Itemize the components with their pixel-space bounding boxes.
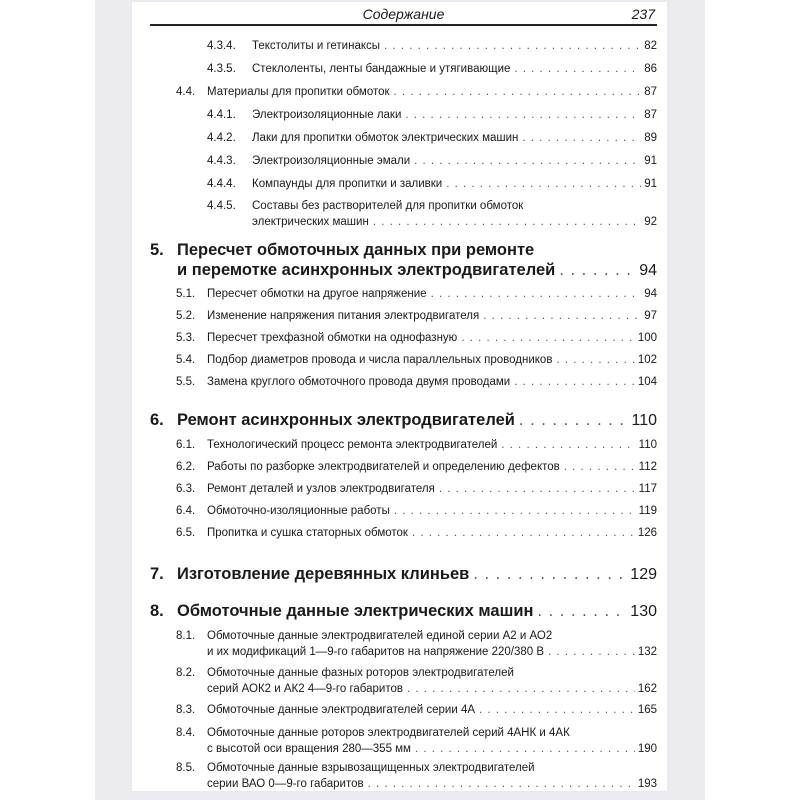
entry-page: 132: [637, 646, 657, 658]
chapter-page: 94: [639, 262, 657, 279]
toc-entry[interactable]: [207, 38, 657, 54]
entry-title: Подбор диаметров провода и числа параллельных проводников: [207, 354, 553, 366]
entry-page: 82: [644, 40, 657, 52]
entry-page: 126: [637, 527, 657, 539]
chapter-number: 7.: [150, 565, 164, 583]
entry-page: 92: [644, 216, 657, 228]
running-header: [150, 2, 657, 26]
entry-page: 119: [638, 505, 657, 517]
entry-page: 190: [637, 743, 657, 755]
toc-chapter[interactable]: [150, 601, 657, 622]
entry-page: 97: [644, 310, 657, 322]
leader-dots: [439, 481, 636, 497]
entry-number: 4.3.4.: [207, 40, 236, 52]
leader-dots: [548, 644, 635, 660]
toc-entry[interactable]: [176, 725, 657, 757]
chapter-page: 129: [630, 566, 657, 583]
entry-number: 4.3.5.: [207, 63, 236, 75]
toc-entry[interactable]: [207, 198, 657, 230]
toc-entry[interactable]: [176, 702, 657, 718]
toc-entry[interactable]: [207, 153, 657, 169]
entry-title-cont: с высотой оси вращения 280—355 мм: [207, 743, 411, 755]
chapter-page: 130: [630, 603, 657, 620]
entry-number: 8.5.: [176, 762, 196, 774]
entry-number: 5.1.: [176, 288, 196, 300]
entry-page: 102: [637, 354, 657, 366]
toc-entry[interactable]: [176, 665, 657, 697]
entry-number: 4.4.1.: [207, 109, 236, 121]
chapter-title: Ремонт асинхронных электродвигателей: [177, 411, 515, 429]
leader-dots: [373, 214, 641, 230]
chapter-page: 110: [631, 412, 657, 429]
entry-title: Стеклоленты, ленты бандажные и утягивающие: [252, 63, 511, 75]
entry-page: 89: [644, 132, 657, 144]
leader-dots: [461, 330, 635, 346]
leader-dots: [431, 286, 642, 302]
entry-page: 91: [644, 155, 657, 167]
entry-page: 110: [638, 439, 657, 451]
entry-number: 4.4.3.: [207, 155, 236, 167]
toc-chapter[interactable]: [150, 564, 657, 585]
toc-entry[interactable]: [176, 628, 657, 660]
entry-title-cont: электрических машин: [252, 216, 369, 228]
entry-title: Материалы для пропитки обмоток: [207, 86, 390, 98]
entry-title-cont: серий АОК2 и АК2 4—9-го габаритов: [207, 683, 403, 695]
leader-dots: [514, 61, 641, 77]
entry-number: 8.4.: [176, 727, 196, 739]
header-page-number: 237: [631, 6, 655, 22]
entry-number: 6.2.: [176, 461, 196, 473]
entry-page: 112: [638, 461, 657, 473]
leader-dots: [415, 741, 635, 757]
toc-entry[interactable]: [176, 84, 657, 100]
entry-title-cont: серии ВАО 0—9-го габаритов: [207, 778, 364, 790]
entry-number: 5.4.: [176, 354, 196, 366]
chapter-title: Обмоточные данные электрических машин: [177, 602, 534, 620]
leader-dots: [368, 776, 635, 792]
toc-entry[interactable]: [176, 308, 657, 324]
entry-title: Замена круглого обмоточного провода двумя проводами: [207, 376, 511, 388]
toc-entry[interactable]: [207, 61, 657, 77]
entry-title: Ремонт деталей и узлов электродвигателя: [207, 483, 435, 495]
chapter-number: 5.: [150, 241, 164, 259]
chapter-title-cont: и перемотке асинхронных электродвигателей: [177, 261, 556, 279]
entry-title: Пересчет трехфазной обмотки на однофазную: [207, 332, 458, 344]
entry-title: Составы без растворителей для пропитки обмоток: [252, 200, 524, 212]
toc-entry[interactable]: [176, 481, 657, 497]
entry-title: Технологический процесс ремонта электродвигателей: [207, 439, 498, 451]
entry-number: 8.3.: [176, 704, 196, 716]
entry-page: 193: [637, 778, 657, 790]
leader-dots: [407, 681, 635, 697]
entry-number: 8.1.: [176, 630, 196, 642]
entry-page: 86: [644, 63, 657, 75]
toc-entry[interactable]: [176, 459, 657, 475]
toc-chapter[interactable]: [150, 240, 657, 281]
leader-dots: [519, 410, 629, 430]
entry-title: Электроизоляционные эмали: [252, 155, 411, 167]
leader-dots: [412, 525, 635, 541]
entry-number: 4.4.4.: [207, 178, 236, 190]
toc-entry[interactable]: [176, 760, 657, 792]
toc-entry[interactable]: [176, 503, 657, 519]
entry-number: 5.2.: [176, 310, 196, 322]
entry-title: Текстолиты и гетинаксы: [252, 40, 381, 52]
entry-title: Обмоточные данные взрывозащищенных электродвигателей: [207, 762, 535, 774]
entry-title: Изменение напряжения питания электродвигателя: [207, 310, 480, 322]
entry-number: 5.5.: [176, 376, 196, 388]
toc-entry[interactable]: [207, 107, 657, 123]
entry-title: Компаунды для пропитки и заливки: [252, 178, 443, 190]
entry-page: 165: [637, 704, 657, 716]
entry-page: 94: [644, 288, 657, 300]
leader-dots: [559, 260, 636, 280]
entry-title: Обмоточные данные электродвигателей единой серии А2 и АО2: [207, 630, 553, 642]
entry-number: 6.3.: [176, 483, 196, 495]
toc-entry[interactable]: [176, 352, 657, 368]
leader-dots: [384, 38, 641, 54]
toc-entry[interactable]: [176, 374, 657, 390]
leader-dots: [473, 564, 627, 584]
leader-dots: [394, 84, 642, 100]
toc-entry[interactable]: [207, 176, 657, 192]
entry-page: 87: [644, 86, 657, 98]
entry-title: Работы по разборке электродвигателей и определению дефектов: [207, 461, 560, 473]
entry-title: Пересчет обмотки на другое напряжение: [207, 288, 427, 300]
entry-title: Пропитка и сушка статорных обмоток: [207, 527, 408, 539]
entry-title: Обмоточные данные электродвигателей серии 4А: [207, 704, 476, 716]
entry-number: 4.4.5.: [207, 200, 236, 212]
entry-page: 91: [644, 178, 657, 190]
entry-number: 6.4.: [176, 505, 196, 517]
leader-dots: [483, 308, 641, 324]
header-title: Содержание: [362, 6, 445, 22]
leader-dots: [394, 503, 636, 519]
leader-dots: [514, 374, 635, 390]
entry-number: 6.1.: [176, 439, 196, 451]
entry-number: 4.4.: [176, 86, 196, 98]
toc-chapter[interactable]: [150, 410, 657, 431]
entry-number: 4.4.2.: [207, 132, 236, 144]
entry-title: Обмоточные данные фазных роторов электродвигателей: [207, 667, 514, 679]
leader-dots: [479, 702, 635, 718]
toc-entry[interactable]: [207, 130, 657, 146]
entry-number: 6.5.: [176, 527, 196, 539]
leader-dots: [501, 437, 635, 453]
toc-entry[interactable]: [176, 330, 657, 346]
entry-title: Лаки для пропитки обмоток электрических машин: [252, 132, 519, 144]
toc-entry[interactable]: [176, 525, 657, 541]
entry-page: 162: [637, 683, 657, 695]
toc-entry[interactable]: [176, 437, 657, 453]
toc-entry[interactable]: [176, 286, 657, 302]
entry-title-cont: и их модификаций 1—9-го габаритов на напряжение 220/380 В: [207, 646, 545, 658]
entry-title: Обмоточные данные роторов электродвигателей серий 4АНК и 4АК: [207, 727, 570, 739]
entry-page: 117: [638, 483, 657, 495]
leader-dots: [405, 107, 641, 123]
leader-dots: [414, 153, 641, 169]
entry-number: 5.3.: [176, 332, 196, 344]
chapter-number: 6.: [150, 411, 164, 429]
leader-dots: [522, 130, 641, 146]
entry-page: 104: [637, 376, 657, 388]
chapter-title: Изготовление деревянных клиньев: [177, 565, 470, 583]
entry-page: 87: [644, 109, 657, 121]
chapter-number: 8.: [150, 602, 164, 620]
entry-number: 8.2.: [176, 667, 196, 679]
entry-page: 100: [637, 332, 657, 344]
book-page: [132, 2, 667, 791]
leader-dots: [537, 601, 627, 621]
entry-title: Обмоточно-изоляционные работы: [207, 505, 390, 517]
leader-dots: [556, 352, 634, 368]
leader-dots: [564, 459, 636, 475]
leader-dots: [446, 176, 641, 192]
chapter-title: Пересчет обмоточных данных при ремонте: [177, 241, 535, 259]
entry-title: Электроизоляционные лаки: [252, 109, 402, 121]
